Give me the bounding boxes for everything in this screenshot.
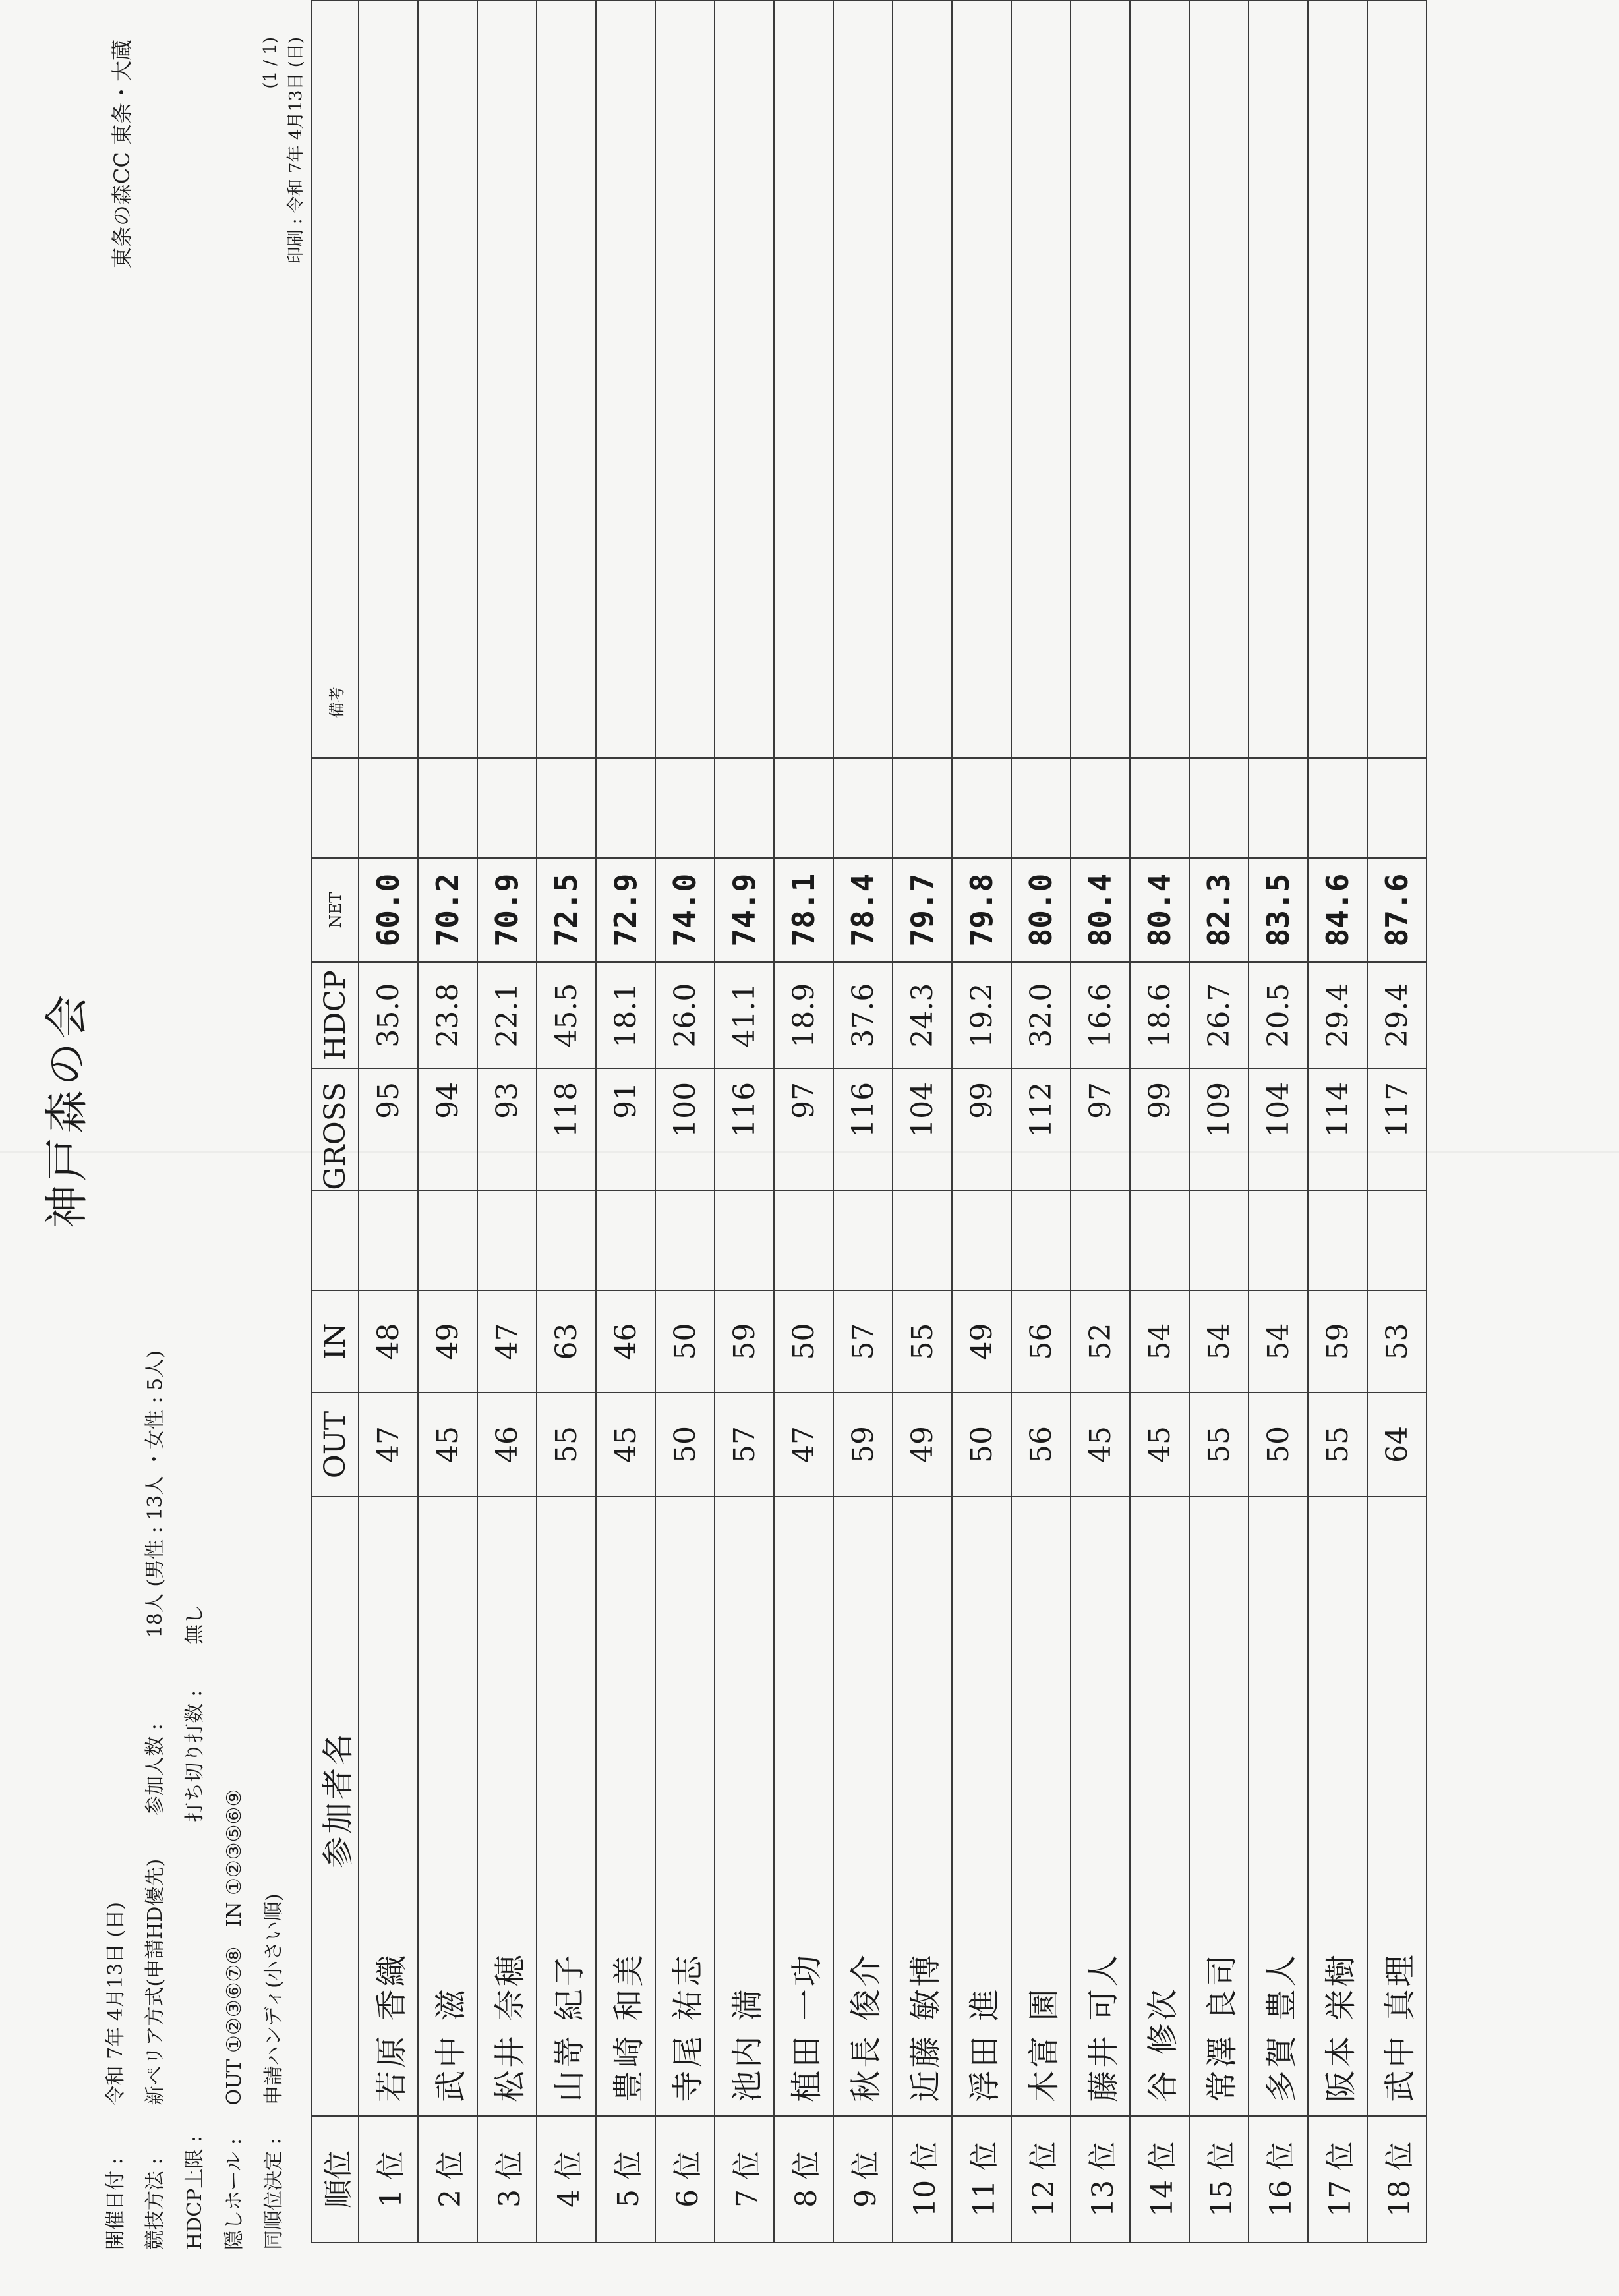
header-out: OUT [312,1392,359,1497]
cell-net: 83.5 [1249,858,1308,963]
cell-net: 70.9 [477,858,537,963]
cell-in: 63 [537,1290,596,1392]
table-row [715,1,774,2243]
cell-note [418,1,477,758]
cell-gross: 118 [537,1068,596,1191]
cell-gross: 99 [1130,1068,1189,1191]
cell-rank: 10 位 [893,2116,952,2243]
cell-gross: 91 [596,1068,655,1191]
cell-blank-2 [418,758,477,857]
cell-rank: 16 位 [1249,2116,1308,2243]
cell-blank-2 [359,758,418,857]
cell-rank: 12 位 [1011,2116,1071,2243]
cell-gross: 94 [418,1068,477,1191]
cell-blank [1367,1191,1427,1290]
cell-hdcp: 26.0 [655,962,715,1068]
meta-method [138,1350,167,2250]
cell-hdcp: 16.6 [1071,962,1130,1068]
cell-out: 47 [774,1392,833,1497]
cell-rank: 13 位 [1071,2116,1130,2243]
header-in: IN [312,1290,359,1392]
cell-name: 谷 修次 [1130,1497,1189,2116]
cell-name: 木富 園 [1011,1497,1071,2116]
cell-net: 87.6 [1367,858,1427,963]
cell-hdcp: 18.9 [774,962,833,1068]
cell-gross: 116 [715,1068,774,1191]
cell-blank [596,1191,655,1290]
table-row [833,1,893,2243]
table-row [1071,1,1130,2243]
cell-blank-2 [1011,758,1071,857]
meta-method-label: 競技方法 : [144,2158,167,2250]
cell-rank: 14 位 [1130,2116,1189,2243]
cell-name: 常澤 良司 [1189,1497,1249,2116]
cell-gross: 109 [1189,1068,1249,1191]
cell-blank-2 [715,758,774,857]
header-name: 参加者名 [312,1497,359,2116]
cell-out: 47 [359,1392,418,1497]
cell-blank [952,1191,1011,1290]
cell-name: 武中 真理 [1367,1497,1427,2116]
cell-in: 57 [833,1290,893,1392]
cell-rank: 9 位 [833,2116,893,2243]
cell-net: 79.7 [893,858,952,963]
cell-out: 50 [1249,1392,1308,1497]
cell-gross: 99 [952,1068,1011,1191]
cell-rank: 7 位 [715,2116,774,2243]
cell-note [715,1,774,758]
header-rank: 順位 [312,2116,359,2243]
cell-blank [359,1191,418,1290]
cell-in: 54 [1130,1290,1189,1392]
cell-blank [537,1191,596,1290]
cell-hdcp: 37.6 [833,962,893,1068]
table-row [893,1,952,2243]
cell-note [537,1,596,758]
header-blank [312,1191,359,1290]
cell-blank [1249,1191,1308,1290]
cell-in: 59 [715,1290,774,1392]
cell-blank-2 [537,758,596,857]
cell-gross: 116 [833,1068,893,1191]
cell-gross: 97 [774,1068,833,1191]
cell-hdcp: 45.5 [537,962,596,1068]
cell-blank-2 [477,758,537,857]
header-hdcp: HDCP [312,962,359,1068]
cell-note [477,1,537,758]
meta-hidden-value: OUT ①②③⑥⑦⑧ IN ①②③⑤⑥⑨ [223,1789,246,2106]
meta-date-value: 令和 7年 4月13日 (日) [104,1902,127,2106]
cell-in: 50 [655,1290,715,1392]
cell-blank [1308,1191,1367,1290]
cell-rank: 1 位 [359,2116,418,2243]
results-table-body [359,1,1427,2243]
table-row [1367,1,1427,2243]
header-net: NET [312,858,359,963]
cell-hdcp: 29.4 [1308,962,1367,1068]
cell-gross: 112 [1011,1068,1071,1191]
cell-name: 池内 満 [715,1497,774,2116]
table-header-row [312,1,359,2243]
cell-name: 武中 滋 [418,1497,477,2116]
cell-blank-2 [596,758,655,857]
cell-blank-2 [952,758,1011,857]
cell-out: 56 [1011,1392,1071,1497]
cell-gross: 114 [1308,1068,1367,1191]
cell-name: 松井 奈穂 [477,1497,537,2116]
cell-blank [1071,1191,1130,1290]
meta-hdcp-label: HDCP上限 : [183,2136,206,2250]
cell-hdcp: 24.3 [893,962,952,1068]
cell-in: 54 [1189,1290,1249,1392]
meta-cut-label: 打ち切り打数 : [183,1690,206,1822]
cell-rank: 18 位 [1367,2116,1427,2243]
cell-blank-2 [1130,758,1189,857]
cell-out: 49 [893,1392,952,1497]
table-row [537,1,596,2243]
cell-hdcp: 41.1 [715,962,774,1068]
cell-net: 82.3 [1189,858,1249,963]
cell-out: 59 [833,1392,893,1497]
cell-note [1071,1,1130,758]
cell-blank-2 [1189,758,1249,857]
meta-tie-value: 申請ハンディ(小さい順) [262,1893,285,2106]
cell-out: 45 [1130,1392,1189,1497]
table-row [418,1,477,2243]
cell-blank-2 [1249,758,1308,857]
table-row [477,1,537,2243]
cell-note [1249,1,1308,758]
header-blank-2 [312,758,359,857]
cell-gross: 117 [1367,1068,1427,1191]
cell-out: 55 [1189,1392,1249,1497]
cell-in: 53 [1367,1290,1427,1392]
cell-gross: 97 [1071,1068,1130,1191]
cell-out: 45 [596,1392,655,1497]
cell-net: 70.2 [418,858,477,963]
cell-gross: 93 [477,1068,537,1191]
cell-blank [774,1191,833,1290]
cell-rank: 17 位 [1308,2116,1367,2243]
meta-cut-value: 無し [183,1604,206,1644]
cell-note [1308,1,1367,758]
table-row [774,1,833,2243]
header-note: 備考 [312,1,359,758]
page-number: (1 / 1) [260,37,280,89]
cell-out: 45 [418,1392,477,1497]
cell-name: 阪本 栄樹 [1308,1497,1367,2116]
results-table [311,0,1427,2243]
cell-gross: 104 [1249,1068,1308,1191]
cell-hdcp: 18.6 [1130,962,1189,1068]
cell-blank-2 [1308,758,1367,857]
cell-blank-2 [655,758,715,857]
table-row [1249,1,1308,2243]
cell-name: 植田 一功 [774,1497,833,2116]
cell-net: 74.0 [655,858,715,963]
cell-net: 72.5 [537,858,596,963]
cell-note [1130,1,1189,758]
page-title: 神戸森の会 [42,991,92,1228]
cell-name: 浮田 進 [952,1497,1011,2116]
cell-blank-2 [1071,758,1130,857]
cell-hdcp: 26.7 [1189,962,1249,1068]
cell-in: 54 [1249,1290,1308,1392]
cell-name: 藤井 可人 [1071,1497,1130,2116]
cell-note [893,1,952,758]
cell-name: 秋長 俊介 [833,1497,893,2116]
cell-blank [715,1191,774,1290]
cell-in: 52 [1071,1290,1130,1392]
cell-in: 56 [1011,1290,1071,1392]
print-date: 印刷 : 令和 7年 4月13日 (日) [286,37,306,264]
meta-date [99,1902,128,2250]
table-row [1308,1,1367,2243]
cell-in: 50 [774,1290,833,1392]
table-row [1130,1,1189,2243]
cell-blank [655,1191,715,1290]
table-row [359,1,418,2243]
cell-blank-2 [1367,758,1427,857]
meta-hidden-holes [218,1789,247,2250]
table-row [596,1,655,2243]
meta-tie-rule [257,1893,286,2250]
cell-in: 59 [1308,1290,1367,1392]
cell-rank: 6 位 [655,2116,715,2243]
cell-note [655,1,715,758]
cell-rank: 5 位 [596,2116,655,2243]
cell-name: 山嵜 紀子 [537,1497,596,2116]
cell-net: 84.6 [1308,858,1367,963]
cell-in: 47 [477,1290,537,1392]
cell-net: 60.0 [359,858,418,963]
cell-hdcp: 18.1 [596,962,655,1068]
cell-gross: 100 [655,1068,715,1191]
cell-out: 55 [537,1392,596,1497]
cell-rank: 11 位 [952,2116,1011,2243]
cell-out: 57 [715,1392,774,1497]
cell-rank: 4 位 [537,2116,596,2243]
cell-hdcp: 22.1 [477,962,537,1068]
cell-hdcp: 32.0 [1011,962,1071,1068]
meta-date-label: 開催日付 : [104,2158,127,2250]
cell-note [1367,1,1427,758]
cell-note [774,1,833,758]
cell-note [833,1,893,758]
cell-rank: 2 位 [418,2116,477,2243]
cell-net: 74.9 [715,858,774,963]
cell-out: 45 [1071,1392,1130,1497]
cell-hdcp: 23.8 [418,962,477,1068]
cell-note [952,1,1011,758]
cell-net: 80.4 [1130,858,1189,963]
cell-note [596,1,655,758]
header-gross: GROSS [312,1068,359,1191]
cell-rank: 3 位 [477,2116,537,2243]
cell-in: 48 [359,1290,418,1392]
cell-net: 80.0 [1011,858,1071,963]
meta-participants-value: 18人 (男性 : 13人 ・女性 : 5人) [144,1350,167,1638]
table-row [952,1,1011,2243]
cell-in: 49 [952,1290,1011,1392]
cell-gross: 95 [359,1068,418,1191]
table-row [655,1,715,2243]
cell-hdcp: 19.2 [952,962,1011,1068]
cell-name: 若原 香織 [359,1497,418,2116]
cell-out: 50 [655,1392,715,1497]
meta-hdcp [178,1605,207,2250]
cell-hdcp: 35.0 [359,962,418,1068]
cell-note [1011,1,1071,758]
cell-net: 80.4 [1071,858,1130,963]
cell-net: 78.4 [833,858,893,963]
cell-blank [1130,1191,1189,1290]
cell-out: 50 [952,1392,1011,1497]
cell-blank [833,1191,893,1290]
cell-blank-2 [893,758,952,857]
cell-rank: 15 位 [1189,2116,1249,2243]
cell-out: 64 [1367,1392,1427,1497]
meta-participants-label: 参加人数 : [144,1723,167,1816]
cell-net: 78.1 [774,858,833,963]
cell-name: 寺尾 祐志 [655,1497,715,2116]
cell-note [359,1,418,758]
cell-blank [1189,1191,1249,1290]
cell-net: 79.8 [952,858,1011,963]
cell-rank: 8 位 [774,2116,833,2243]
cell-blank-2 [833,758,893,857]
table-row [1011,1,1071,2243]
cell-blank [1011,1191,1071,1290]
cell-out: 46 [477,1392,537,1497]
cell-blank-2 [774,758,833,857]
meta-method-value: 新ペリア方式(申請HD優先) [144,1858,167,2106]
cell-blank [418,1191,477,1290]
cell-net: 72.9 [596,858,655,963]
table-row [1189,1,1249,2243]
cell-in: 49 [418,1290,477,1392]
cell-blank [477,1191,537,1290]
cell-blank [893,1191,952,1290]
meta-tie-label: 同順位決定 : [262,2138,285,2250]
cell-gross: 104 [893,1068,952,1191]
cell-out: 55 [1308,1392,1367,1497]
cell-name: 近藤 敏博 [893,1497,952,2116]
meta-hidden-label: 隠しホール : [223,2138,246,2250]
cell-note [1189,1,1249,758]
cell-in: 46 [596,1290,655,1392]
cell-hdcp: 20.5 [1249,962,1308,1068]
cell-hdcp: 29.4 [1367,962,1427,1068]
venue-name: 東条の森CC 東条・大蔵 [109,40,134,269]
cell-name: 多賀 豊人 [1249,1497,1308,2116]
cell-name: 豊崎 和美 [596,1497,655,2116]
cell-in: 55 [893,1290,952,1392]
